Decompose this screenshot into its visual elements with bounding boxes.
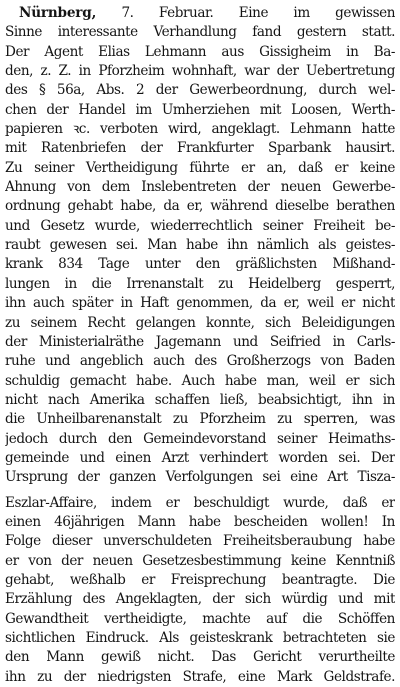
article-line-12: und Gesetz wurde, wiederrechtlich seiner Freiheit be-: [5, 217, 395, 234]
article-line-30: gehabt, weßhalb er Freisprechung beantragte. Die: [5, 571, 395, 588]
article-line-22: die Unheilbarenanstalt zu Pforzheim zu sperren, was: [5, 411, 395, 428]
article-line-23: jedoch durch den Gemeindevorstand seiner Heimaths-: [5, 430, 395, 447]
article-line-1-text: 7. Februar. Eine im gewissen: [121, 5, 395, 21]
article-line-28: Folge dieser unverschuldeten Freiheitsberaubung habe: [5, 533, 395, 550]
article-line-16: ihn auch später in Haft genommen, da er, weil er nicht: [5, 295, 395, 312]
article-line-35: ihn zu der niedrigsten Strafe, eine Mark Geldstrafe.: [5, 668, 395, 685]
article-line-5: des § 56a, Abs. 2 der Gewerbeordnung, durch wel-: [5, 82, 395, 99]
article-line-15: lungen in die Irrenanstalt zu Heidelberg gesperrt,: [5, 275, 395, 292]
article-headline: Nürnberg,: [19, 5, 97, 21]
article-line-8: mit Ratenbriefen der Frankfurter Sparbank hausirt.: [5, 140, 395, 157]
article-line-3: Der Agent Elias Lehmann aus Gissigheim in Ba-: [5, 43, 395, 60]
article-line-9: Zu seiner Vertheidigung führte er an, daß er keine: [5, 159, 395, 176]
article-line-2: Sinne interessante Verhandlung fand gestern statt.: [5, 24, 395, 41]
article-line-29: er von der neuen Gesetzesbestimmung keine Kenntniß: [5, 552, 395, 569]
article-line-31: Erzählung des Angeklagten, der sich würdig und mit: [5, 591, 395, 608]
article-line-4: den, z. Z. in Pforzheim wohnhaft, war der Uebertretung: [5, 63, 395, 80]
article-line-1: [5, 4, 395, 23]
article-line-13: raubt gewesen sei. Man habe ihn nämlich als geistes-: [5, 237, 395, 254]
article-line-19: ruhe und angeblich auch des Großherzogs von Baden: [5, 353, 395, 370]
article-line-10: Ahnung von dem Inslebentreten der neuen Gewerbe-: [5, 179, 395, 196]
article-line-17: zu seinem Recht gelangen konnte, sich Beleidigungen: [5, 314, 395, 331]
article-line-21: nicht nach Amerika schaffen ließ, beabsichtigt, ihn in: [5, 391, 395, 408]
article-line-20: schuldig gemacht habe. Auch habe man, weil er sich: [5, 372, 395, 389]
article-line-6: chen der Handel im Umherziehen mit Loosen, Werth-: [5, 101, 395, 118]
article-line-32: Gewandtheit vertheidigte, machte auf die Schöffen: [5, 610, 395, 627]
article-line-18: der Ministerialräthe Jagemann und Seifried in Carls-: [5, 333, 395, 350]
article-line-7: papieren ꝛc. verboten wird, angeklagt. Lehmann hatte: [5, 121, 395, 138]
news-article: [5, 4, 395, 687]
article-line-33: sichtlichen Eindruck. Als geisteskrank betrachteten sie: [5, 630, 395, 646]
article-line-25: Ursprung der ganzen Verfolgungen sei eine Art Tisza-: [5, 469, 395, 486]
article-line-14: krank 834 Tage unter den gräßlichsten Mißhand-: [5, 256, 395, 273]
article-line-11: ordnung gehabt habe, da er, während dieselbe berathen: [5, 198, 395, 215]
article-line-24: gemeinde und einen Arzt verhindert worden sei. Der: [5, 449, 395, 466]
article-line-34: den Mann gewiß nicht. Das Gericht verurtheilte: [5, 649, 395, 666]
article-line-27: einen 46jährigen Mann habe bescheiden wollen! In: [5, 513, 395, 530]
article-line-26: Eszlar-Affaire, indem er beschuldigt wurde, daß er: [5, 494, 395, 511]
